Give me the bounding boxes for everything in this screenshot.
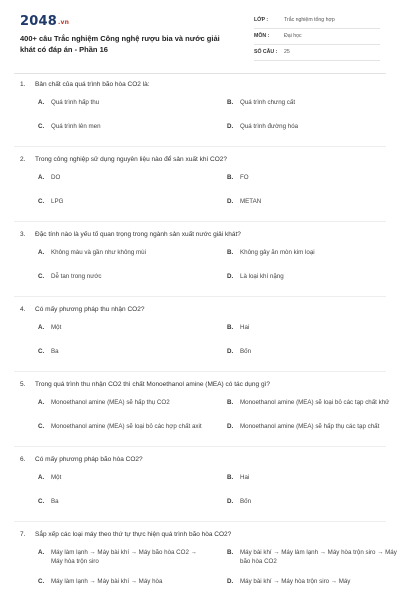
option-letter: A. [38,324,45,331]
answer-options [20,248,380,296]
option-letter: C. [38,123,45,130]
answer-option[interactable] [38,323,210,336]
question-number: 4. [20,306,26,313]
question-separator [14,446,386,447]
answer-option[interactable] [227,577,399,590]
meta-row-class [254,14,380,29]
answer-options [20,173,380,221]
option-text: Máy làm lạnh → Máy bài khí → Máy hòa [51,578,163,585]
answer-options [20,323,380,371]
question-stem [20,155,380,164]
meta-key: LỚP : [254,17,269,23]
option-letter: B. [227,99,234,106]
option-text: Máy bài khí → Máy làm lạnh → Máy hòa trộn siro → Máy bão hòa CO2 [240,549,397,565]
option-text: Máy làm lạnh → Máy bài khí → Máy bão hòa CO2 → Máy hòa trộn siro [51,549,197,565]
question-number: 2. [20,156,26,163]
question-item [20,455,380,522]
question-separator [14,221,386,222]
question-text: Bản chất của quá trình bão hòa CO2 là: [35,81,150,88]
option-letter: B. [227,324,234,331]
answer-option[interactable] [227,98,399,111]
option-text: FO [240,174,249,181]
answer-option[interactable] [38,98,210,111]
meta-key: MÔN : [254,33,270,39]
answer-option[interactable] [227,323,399,336]
question-number: 6. [20,456,26,463]
option-letter: C. [38,198,45,205]
option-letter: A. [38,549,45,556]
question-separator [14,296,386,297]
answer-option[interactable] [38,173,210,186]
option-text: Máy bài khí → Máy hòa trộn siro → Máy [240,578,351,585]
question-text: Đặc tính nào là yếu tố quan trọng trong ngành sản xuất nước giải khát? [35,231,241,238]
option-text: Bốn [240,348,252,355]
answer-option[interactable] [227,197,399,210]
option-text: Một [51,324,62,331]
question-stem [20,80,380,89]
option-letter: A. [38,474,45,481]
header-divider [14,73,386,74]
question-stem [20,455,380,464]
question-separator [14,146,386,147]
option-letter: A. [38,399,45,406]
answer-option[interactable] [38,272,210,285]
option-letter: C. [38,578,45,585]
question-item [20,80,380,147]
option-text: Một [51,474,62,481]
answer-option[interactable] [227,473,399,486]
answer-option[interactable] [38,122,210,135]
question-number: 7. [20,531,26,538]
answer-option[interactable] [227,248,399,261]
answer-options [20,398,390,446]
meta-value: Trắc nghiệm tổng hợp [284,17,335,23]
option-letter: B. [227,174,234,181]
question-item [20,380,390,447]
option-text: LPG [51,198,64,205]
option-text: Ba [51,348,59,355]
answer-option[interactable] [38,577,210,590]
question-stem [20,305,380,314]
option-text: Quá trình chưng cất [240,99,296,106]
option-letter: B. [227,249,234,256]
option-letter: B. [227,474,234,481]
option-letter: D. [227,273,234,280]
question-text: Có mấy phương pháp bão hòa CO2? [35,456,143,463]
question-item [20,155,380,222]
question-text: Sắp xếp các loại máy theo thứ tự thực hiện quá trình bão hòa CO2? [35,531,232,538]
option-letter: D. [227,348,234,355]
meta-key: SỐ CÂU : [254,49,278,55]
option-text: Monoethanol amine (MEA) sẽ hấp thụ các tạp chất [240,423,380,430]
answer-option[interactable] [227,497,399,510]
answer-option[interactable] [227,422,399,435]
option-text: Ba [51,498,59,505]
option-text: Hai [240,324,250,331]
option-text: Monoethanol amine (MEA) sẽ hấp thụ CO2 [51,399,170,406]
option-letter: C. [38,348,45,355]
answer-option[interactable] [38,497,210,510]
option-text: Quá trình đường hóa [240,123,299,130]
answer-option[interactable] [227,548,399,566]
question-list [20,80,397,600]
option-letter: B. [227,549,234,556]
answer-option[interactable] [38,422,210,435]
option-text: Monoethanol amine (MEA) sẽ loại bỏ các hợp chất axit [51,423,202,430]
option-letter: A. [38,249,45,256]
question-stem [20,230,380,239]
answer-option[interactable] [38,347,210,360]
question-number: 1. [20,81,26,88]
option-letter: B. [227,399,234,406]
option-text: Quá trình lên men [51,123,101,130]
option-text: Bốn [240,498,252,505]
question-stem [20,530,380,539]
site-logo[interactable] [20,14,69,29]
meta-value: Đại học [284,33,302,39]
question-number: 5. [20,381,26,388]
answer-option[interactable] [38,398,210,411]
answer-option[interactable] [227,398,399,411]
logo-text: 2048 [20,14,57,29]
option-letter: A. [38,174,45,181]
option-letter: D. [227,198,234,205]
option-letter: D. [227,498,234,505]
document-header [0,0,400,72]
option-text: Hai [240,474,250,481]
question-text: Trong công nghiệp sử dụng nguyên liệu nào để sản xuất khí CO2? [35,156,228,163]
option-letter: C. [38,423,45,430]
meta-row-subject [254,30,380,45]
option-letter: C. [38,273,45,280]
answer-option[interactable] [38,473,210,486]
answer-options [20,548,397,600]
meta-value: 25 [284,49,290,55]
question-stem [20,380,380,389]
question-separator [14,521,386,522]
answer-option[interactable] [227,272,399,285]
option-text: Là loại khí nặng [240,273,284,280]
question-item [20,305,380,372]
answer-option[interactable] [38,197,210,210]
logo-tld: .vn [57,19,70,26]
question-item [20,530,397,600]
option-text: Monoethanol amine (MEA) sẽ loại bỏ các tạp chất khử [240,399,390,406]
answer-options [20,473,380,521]
answer-option[interactable] [227,122,399,135]
answer-option[interactable] [38,548,210,566]
option-letter: D. [227,123,234,130]
option-letter: D. [227,423,234,430]
option-text: METAN [240,198,262,205]
question-number: 3. [20,231,26,238]
question-item [20,230,380,297]
option-letter: A. [38,99,45,106]
option-letter: C. [38,498,45,505]
answer-option[interactable] [227,347,399,360]
answer-option[interactable] [38,248,210,261]
option-letter: D. [227,578,234,585]
option-text: DO [51,174,61,181]
question-text: Trong quá trình thu nhận CO2 thì chất Monoethanol amine (MEA) có tác dụng gì? [35,381,270,388]
answer-option[interactable] [227,173,399,186]
answer-options [20,98,380,146]
option-text: Dễ tan trong nước [51,273,102,280]
option-text: Không màu và gần như không mùi [51,249,146,256]
question-text: Có mấy phương pháp thu nhận CO2? [35,306,145,313]
option-text: Không gây ăn mòn kim loại [240,249,315,256]
document-title: 400+ câu Trắc nghiệm Công nghệ rượu bia và nước giải khát có đáp án - Phần 16 [20,34,220,54]
option-text: Quá trình hấp thu [51,99,100,106]
question-separator [14,371,386,372]
meta-row-count [254,46,380,61]
